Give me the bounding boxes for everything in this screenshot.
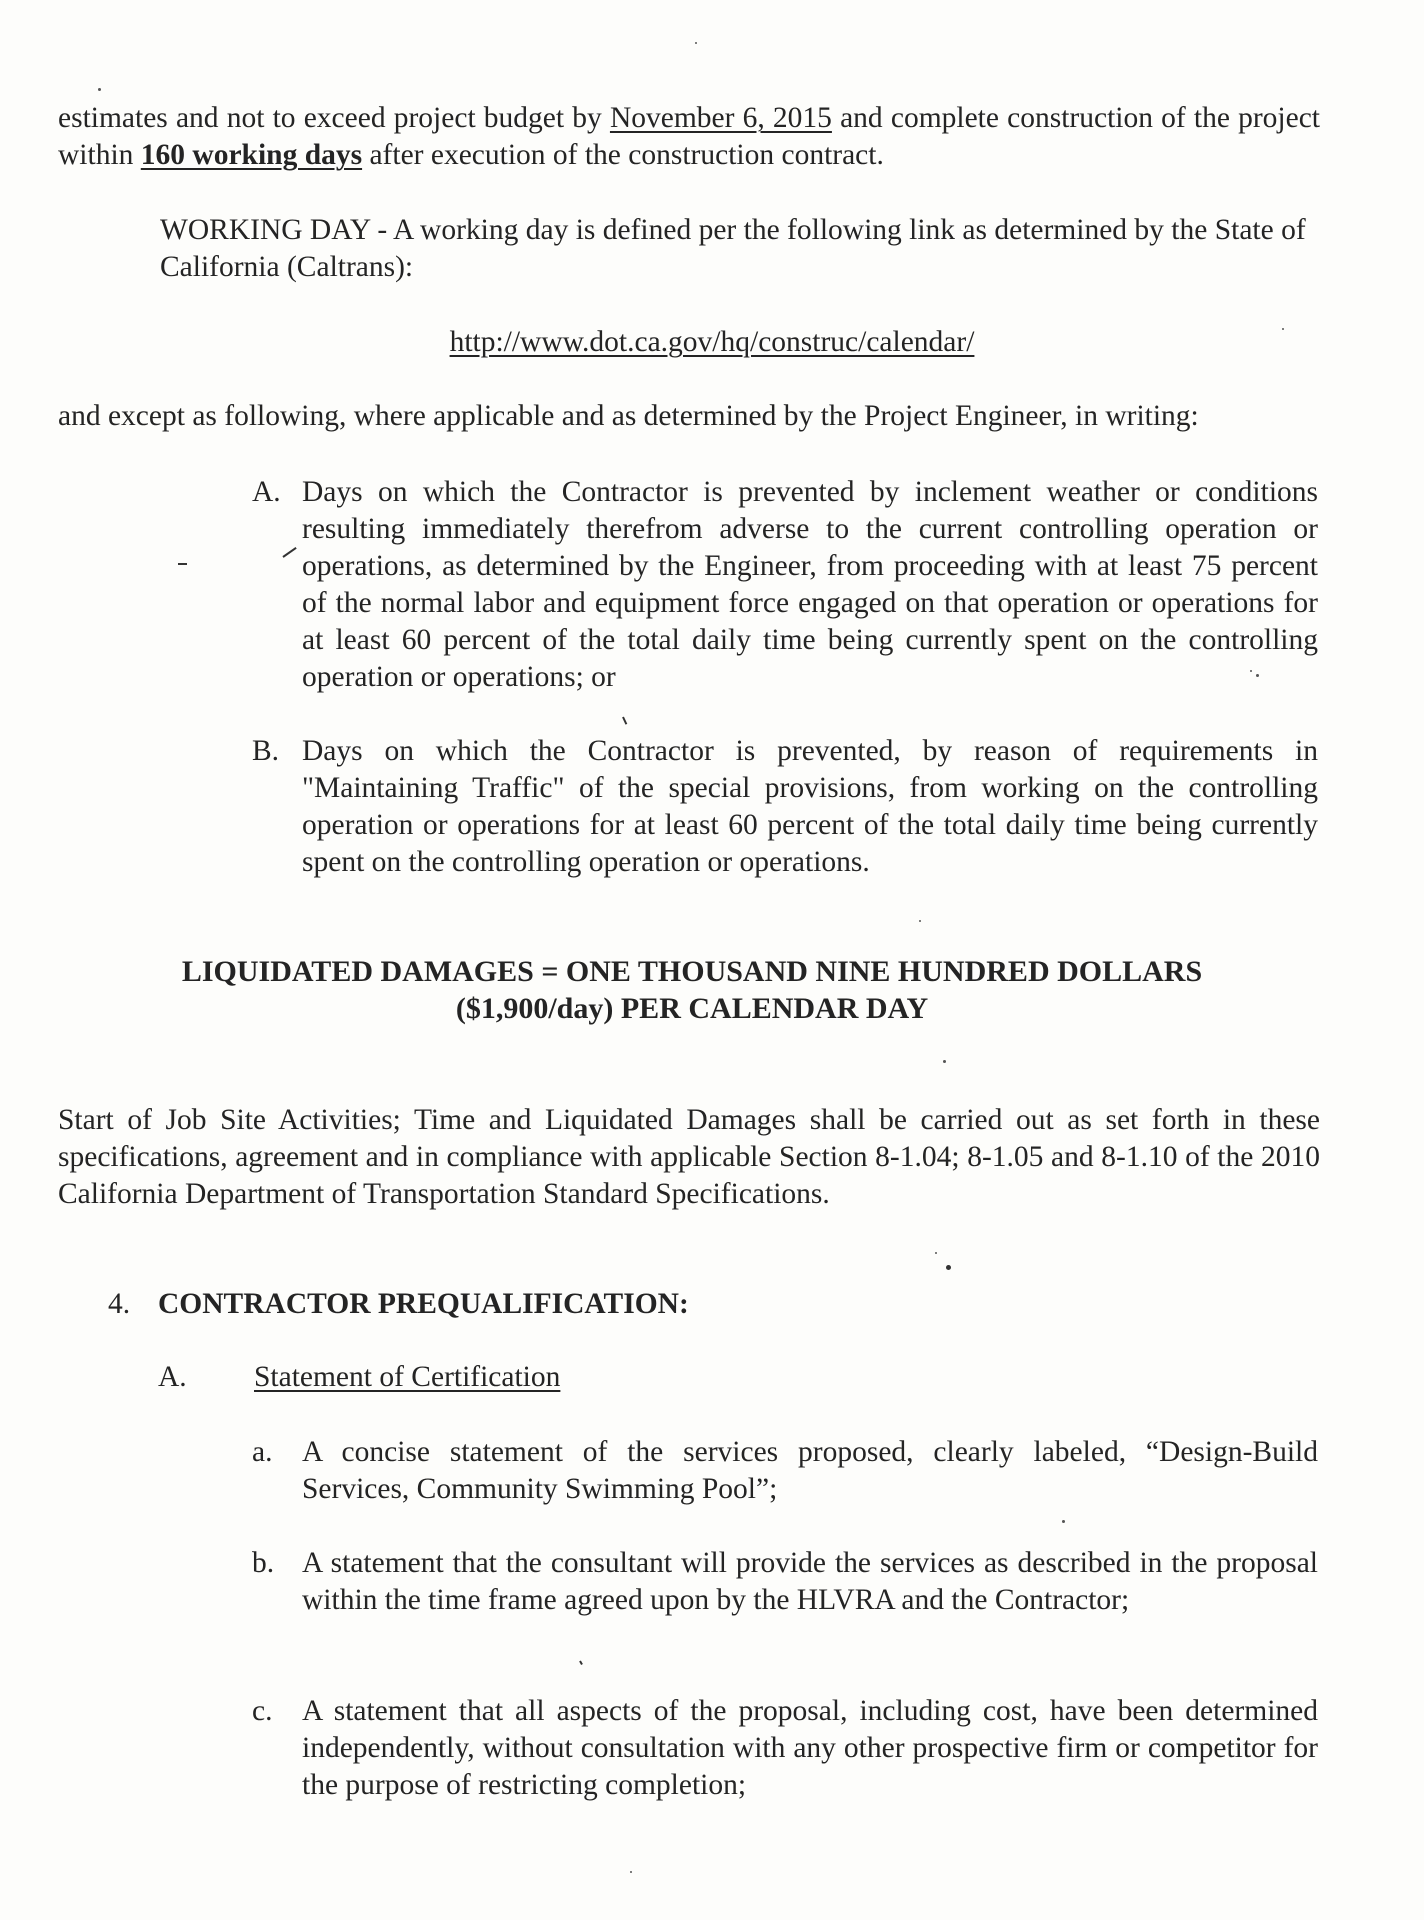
scan-speck — [1250, 670, 1252, 672]
scan-speck — [1062, 1520, 1065, 1523]
intro-paragraph — [58, 100, 1320, 174]
scan-speck — [695, 42, 697, 44]
item-label: a. — [252, 1436, 273, 1468]
intro-text-1: estimates and not to exceed project budget by — [58, 102, 610, 134]
caltrans-calendar-link-line — [0, 324, 1424, 361]
scan-mark — [622, 717, 627, 725]
scan-mark — [178, 563, 187, 565]
scan-speck — [919, 920, 921, 922]
working-days-count: 160 working days — [140, 139, 363, 171]
liquidated-damages-line-1: LIQUIDATED DAMAGES = ONE THOUSAND NINE HUNDRED DOLLARS — [181, 955, 1203, 988]
scan-speck — [935, 1252, 937, 1254]
exception-label: B. — [252, 735, 280, 767]
scan-mark — [579, 1661, 583, 1665]
item-text: A statement that the consultant will provide the services as described in the proposal within the time frame agreed upon by the HLVRA and the Contractor; — [302, 1547, 1318, 1616]
item-text: A statement that all aspects of the proposal, including cost, have been determined independently, without consultation with any other prospective firm or competitor for the purpose of restricting completion; — [302, 1695, 1318, 1801]
liquidated-damages-heading — [0, 953, 1384, 1027]
start-activities-paragraph: Start of Job Site Activities; Time and Liquidated Damages shall be carried out as set forth in these specifications, agreement and in compliance with applicable Section 8-1.04; 8-1.05 and 8-1.10 of the 2010 California Department of Transportation Standard Specifications. — [58, 1104, 1320, 1210]
section-number: 4. — [108, 1288, 131, 1320]
item-text: A concise statement of the services proposed, clearly labeled, “Design-Build Services, Community Swimming Pool”; — [302, 1436, 1318, 1505]
scan-speck — [1256, 674, 1259, 677]
intro-text-3: after execution of the construction contract. — [362, 139, 884, 171]
caltrans-calendar-link[interactable]: http://www.dot.ca.gov/hq/construc/calendar/ — [449, 326, 975, 358]
liquidated-damages-line-2: ($1,900/day) PER CALENDAR DAY — [455, 992, 929, 1025]
scan-speck — [1282, 328, 1284, 330]
subsection-label: A. — [158, 1361, 187, 1393]
scan-speck — [946, 1265, 951, 1270]
except-paragraph: and except as following, where applicable and as determined by the Project Engineer, in writing: — [58, 400, 1199, 432]
intro-text-2: and complete construction of the project within — [58, 102, 1320, 171]
exception-text: Days on which the Contractor is prevented by inclement weather or conditions resulting immediately therefrom adverse to the current controlling operation or operations, as determined by the Engineer, from proceeding with at least 75 percent of the normal labor and equipment force engaged on that operation or operations for at least 60 percent of the total daily time being currently spent on the controlling operation or operations; or — [302, 476, 1318, 693]
scan-mark — [282, 547, 296, 558]
working-day-definition: WORKING DAY - A working day is defined per the following link as determined by the State of California (Caltrans): — [160, 214, 1306, 283]
item-label: b. — [252, 1547, 275, 1579]
section-title: CONTRACTOR PREQUALIFICATION: — [158, 1288, 689, 1320]
subsection-title: Statement of Certification — [254, 1361, 561, 1393]
exception-text: Days on which the Contractor is prevented, by reason of requirements in "Maintaining Traffic" of the special provisions, from working on the controlling operation or operations for at least 60 percent of the total daily time being currently spent on the controlling operation or operations. — [302, 735, 1318, 878]
scan-speck — [98, 88, 101, 91]
exception-label: A. — [252, 476, 281, 508]
scan-speck — [630, 1871, 632, 1873]
deadline-date: November 6, 2015 — [609, 102, 832, 134]
scan-speck — [943, 1060, 946, 1063]
item-label: c. — [252, 1695, 273, 1727]
